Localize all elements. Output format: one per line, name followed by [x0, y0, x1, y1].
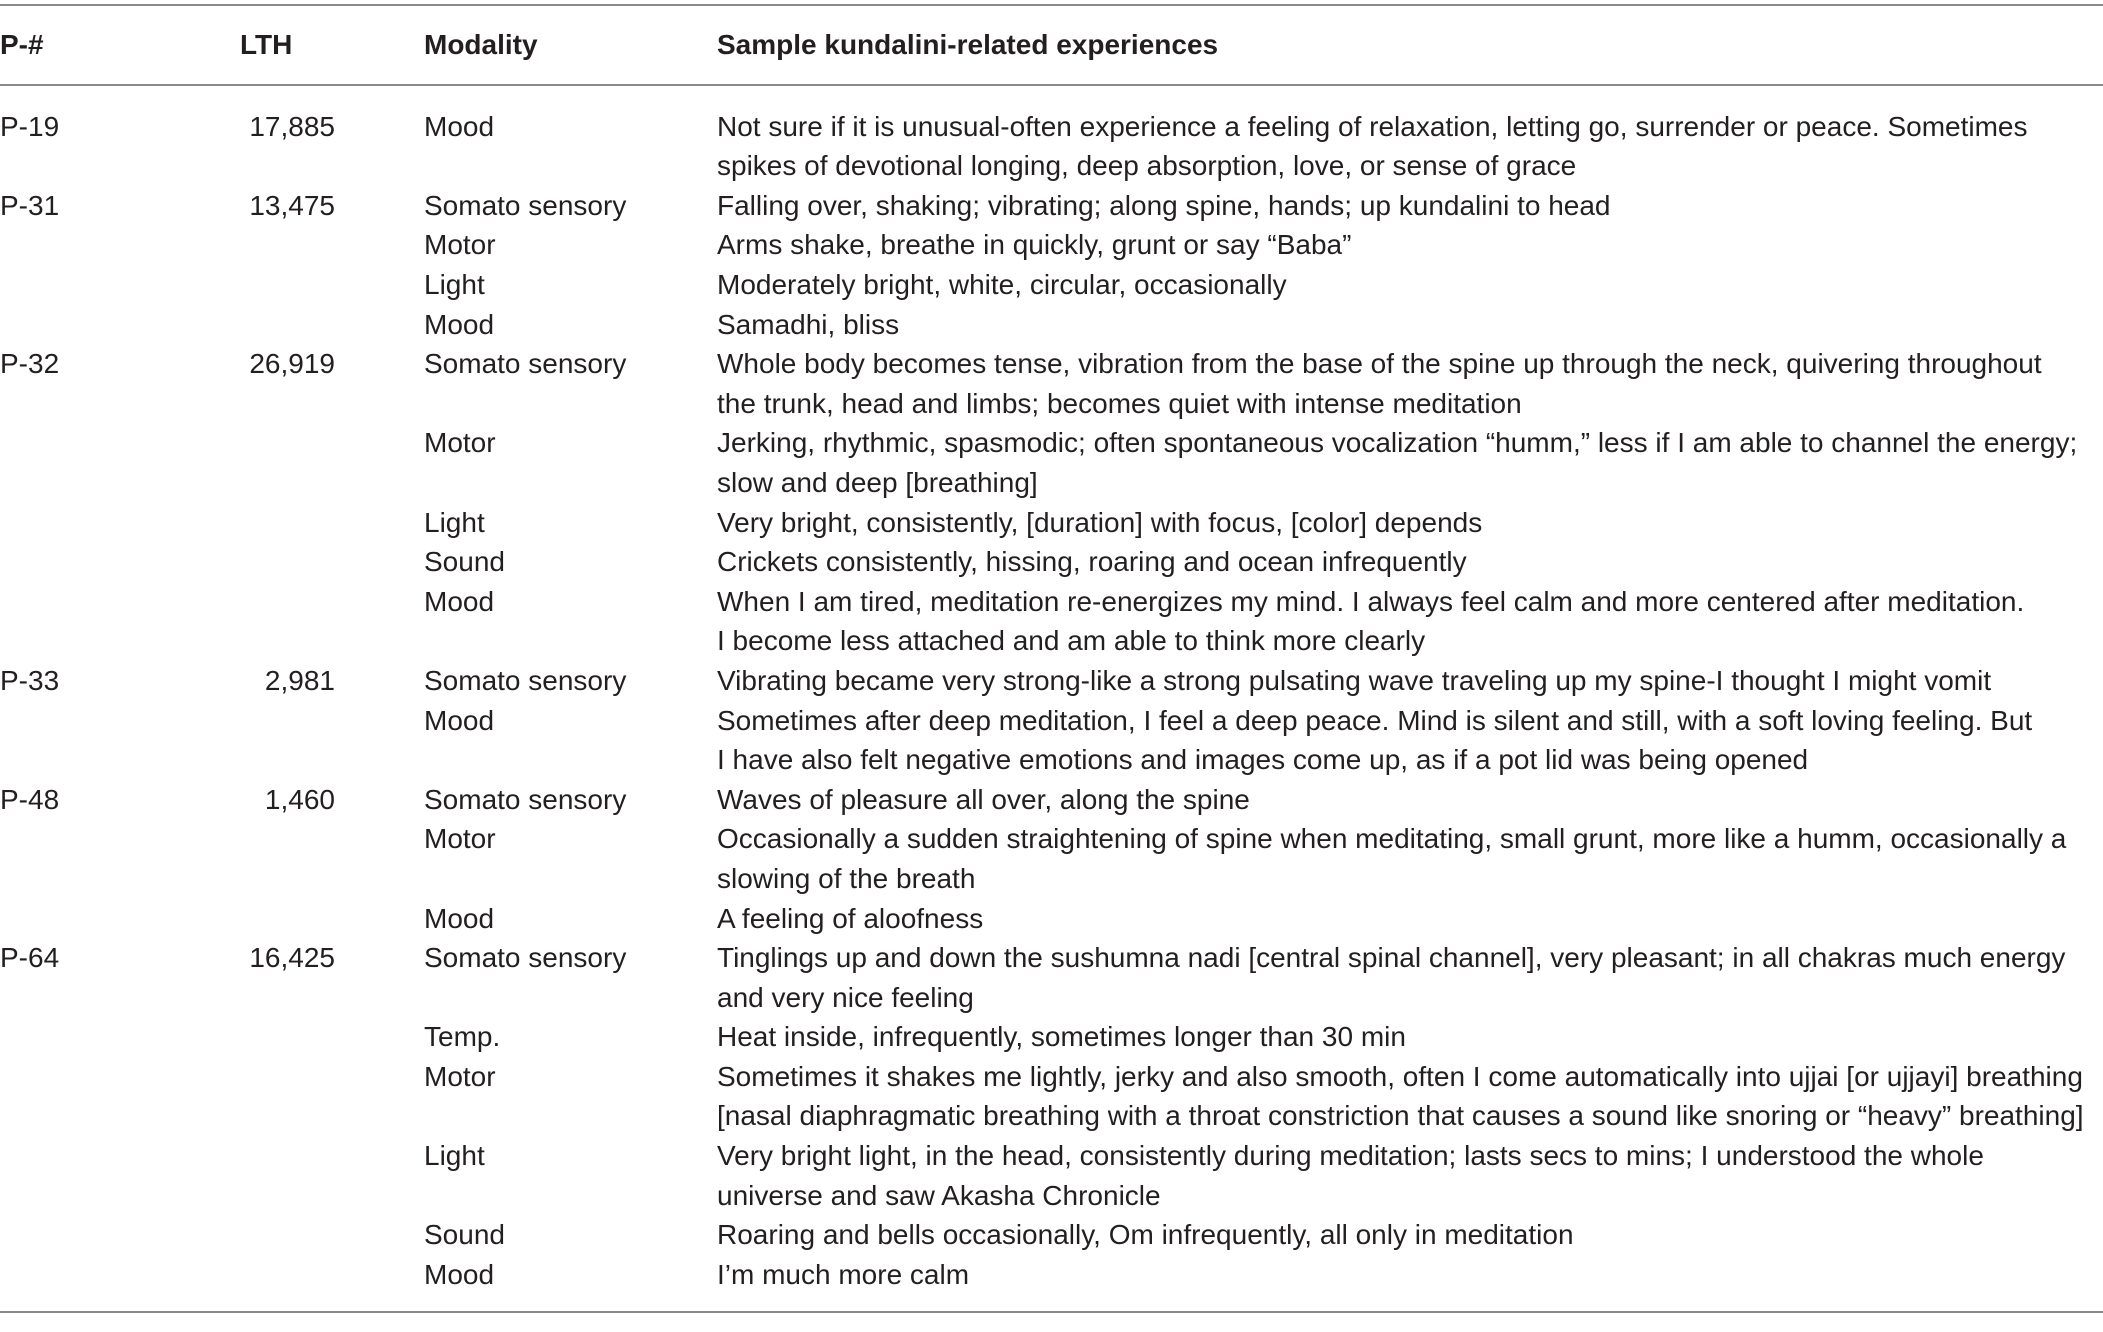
cell-modality: Mood	[424, 585, 495, 617]
cell-modality: Sound	[424, 1219, 505, 1251]
cell-modality: Motor	[424, 229, 496, 261]
cell-experience	[717, 938, 2103, 1017]
cell-modality: Light	[424, 268, 485, 300]
experience-line: Crickets consistently, hissing, roaring and ocean infrequently	[717, 546, 1467, 578]
experience-line: Sometimes it shakes me lightly, jerky and also smooth, often I come automatically into ujjai [or ujjayi] breathing	[717, 1060, 2083, 1092]
header-experiences: Sample kundalini-related experiences	[717, 29, 1219, 60]
header-modality: Modality	[424, 29, 538, 60]
cell-experience	[717, 1017, 2103, 1057]
cell-modality: Somato sensory	[424, 664, 627, 696]
experience-line: I become less attached and am able to think more clearly	[717, 625, 1426, 657]
cell-experience	[717, 107, 2103, 186]
cell-experience	[717, 186, 2103, 226]
cell-modality: Somato sensory	[424, 783, 627, 815]
cell-modality: Somato sensory	[424, 942, 627, 974]
cell-experience	[717, 661, 2103, 701]
experience-line: Falling over, shaking; vibrating; along spine, hands; up kundalini to head	[717, 189, 1611, 221]
experience-line: Very bright, consistently, [duration] with focus, [color] depends	[717, 506, 1483, 538]
cell-experience	[717, 305, 2103, 345]
cell-participant: P-33	[0, 664, 60, 696]
experience-line: and very nice feeling	[717, 981, 974, 1013]
cell-experience	[717, 1255, 2103, 1295]
cell-modality: Somato sensory	[424, 189, 627, 221]
experience-line: Occasionally a sudden straightening of spine when meditating, small grunt, more like a humm, occasionally a	[717, 823, 2067, 855]
cell-lth: 13,475	[249, 189, 335, 221]
experience-line: Jerking, rhythmic, spasmodic; often spontaneous vocalization “humm,” less if I am able to channel the energy;	[717, 427, 2078, 459]
experience-line: I’m much more calm	[717, 1258, 970, 1290]
cell-experience	[717, 780, 2103, 820]
experience-line: Whole body becomes tense, vibration from the base of the spine up through the neck, quivering throughout	[717, 348, 2042, 380]
experience-line: Arms shake, breathe in quickly, grunt or say “Baba”	[717, 229, 1352, 261]
experience-line: the trunk, head and limbs; becomes quiet with intense meditation	[717, 387, 1522, 419]
cell-participant: P-19	[0, 110, 60, 142]
table-top-rule	[0, 4, 2103, 6]
experience-line: [nasal diaphragmatic breathing with a throat constriction that causes a sound like snoring or “heavy” breathing]	[717, 1100, 2084, 1132]
cell-modality: Mood	[424, 1258, 495, 1290]
experience-line: universe and saw Akasha Chronicle	[717, 1179, 1161, 1211]
cell-experience	[717, 503, 2103, 543]
experience-line: Very bright light, in the head, consistently during meditation; lasts secs to mins; I understood the whole	[717, 1140, 1984, 1172]
cell-experience	[717, 1057, 2103, 1136]
cell-modality: Motor	[424, 427, 496, 459]
cell-participant: P-64	[0, 942, 60, 974]
cell-modality: Mood	[424, 308, 495, 340]
cell-participant: P-31	[0, 189, 60, 221]
header-lth: LTH	[240, 29, 293, 60]
cell-modality: Sound	[424, 546, 505, 578]
experience-line: Moderately bright, white, circular, occasionally	[717, 268, 1287, 300]
experience-line: Heat inside, infrequently, sometimes longer than 30 min	[717, 1021, 1406, 1053]
experience-line: Sometimes after deep meditation, I feel a deep peace. Mind is silent and still, with a soft loving feeling. But	[717, 704, 2033, 736]
cell-experience	[717, 423, 2103, 502]
cell-modality: Motor	[424, 823, 496, 855]
cell-experience	[717, 582, 2103, 661]
cell-modality: Somato sensory	[424, 348, 627, 380]
cell-experience	[717, 225, 2103, 265]
experience-line: Not sure if it is unusual-often experience a feeling of relaxation, letting go, surrender or peace. Sometimes	[717, 110, 2028, 142]
cell-modality: Motor	[424, 1060, 496, 1092]
cell-lth: 2,981	[264, 664, 335, 696]
cell-lth: 16,425	[249, 942, 335, 974]
experience-line: Roaring and bells occasionally, Om infrequently, all only in meditation	[717, 1219, 1574, 1251]
cell-experience	[717, 819, 2103, 898]
cell-lth: 1,460	[264, 783, 335, 815]
table-header-rule	[0, 84, 2103, 86]
cell-modality: Mood	[424, 110, 495, 142]
cell-participant: P-48	[0, 783, 60, 815]
cell-modality: Light	[424, 1140, 485, 1172]
experience-line: slowing of the breath	[717, 862, 976, 894]
cell-participant: P-32	[0, 348, 60, 380]
cell-lth: 17,885	[249, 110, 335, 142]
cell-experience	[717, 542, 2103, 582]
cell-experience	[717, 899, 2103, 939]
experience-line: When I am tired, meditation re-energizes my mind. I always feel calm and more centered after meditation.	[717, 585, 2025, 617]
table-bottom-rule	[0, 1311, 2103, 1313]
header-participant: P-#	[0, 29, 44, 60]
experience-line: A feeling of aloofness	[717, 902, 984, 934]
cell-modality: Light	[424, 506, 485, 538]
experience-line: Vibrating became very strong-like a strong pulsating wave traveling up my spine-I thought I might vomit	[717, 664, 1992, 696]
cell-experience	[717, 1136, 2103, 1215]
experience-line: I have also felt negative emotions and images come up, as if a pot lid was being opened	[717, 744, 1809, 776]
experience-line: spikes of devotional longing, deep absorption, love, or sense of grace	[717, 150, 1577, 182]
cell-lth: 26,919	[249, 348, 335, 380]
cell-experience	[717, 265, 2103, 305]
experience-line: Waves of pleasure all over, along the spine	[717, 783, 1250, 815]
experience-line: Samadhi, bliss	[717, 308, 900, 340]
cell-experience	[717, 701, 2103, 780]
experience-line: Tinglings up and down the sushumna nadi [central spinal channel], very pleasant; in all chakras much energy	[717, 942, 2066, 974]
cell-experience	[717, 344, 2103, 423]
cell-modality: Mood	[424, 902, 495, 934]
cell-modality: Temp.	[424, 1021, 501, 1053]
cell-modality: Mood	[424, 704, 495, 736]
cell-experience	[717, 1215, 2103, 1255]
experience-line: slow and deep [breathing]	[717, 466, 1038, 498]
